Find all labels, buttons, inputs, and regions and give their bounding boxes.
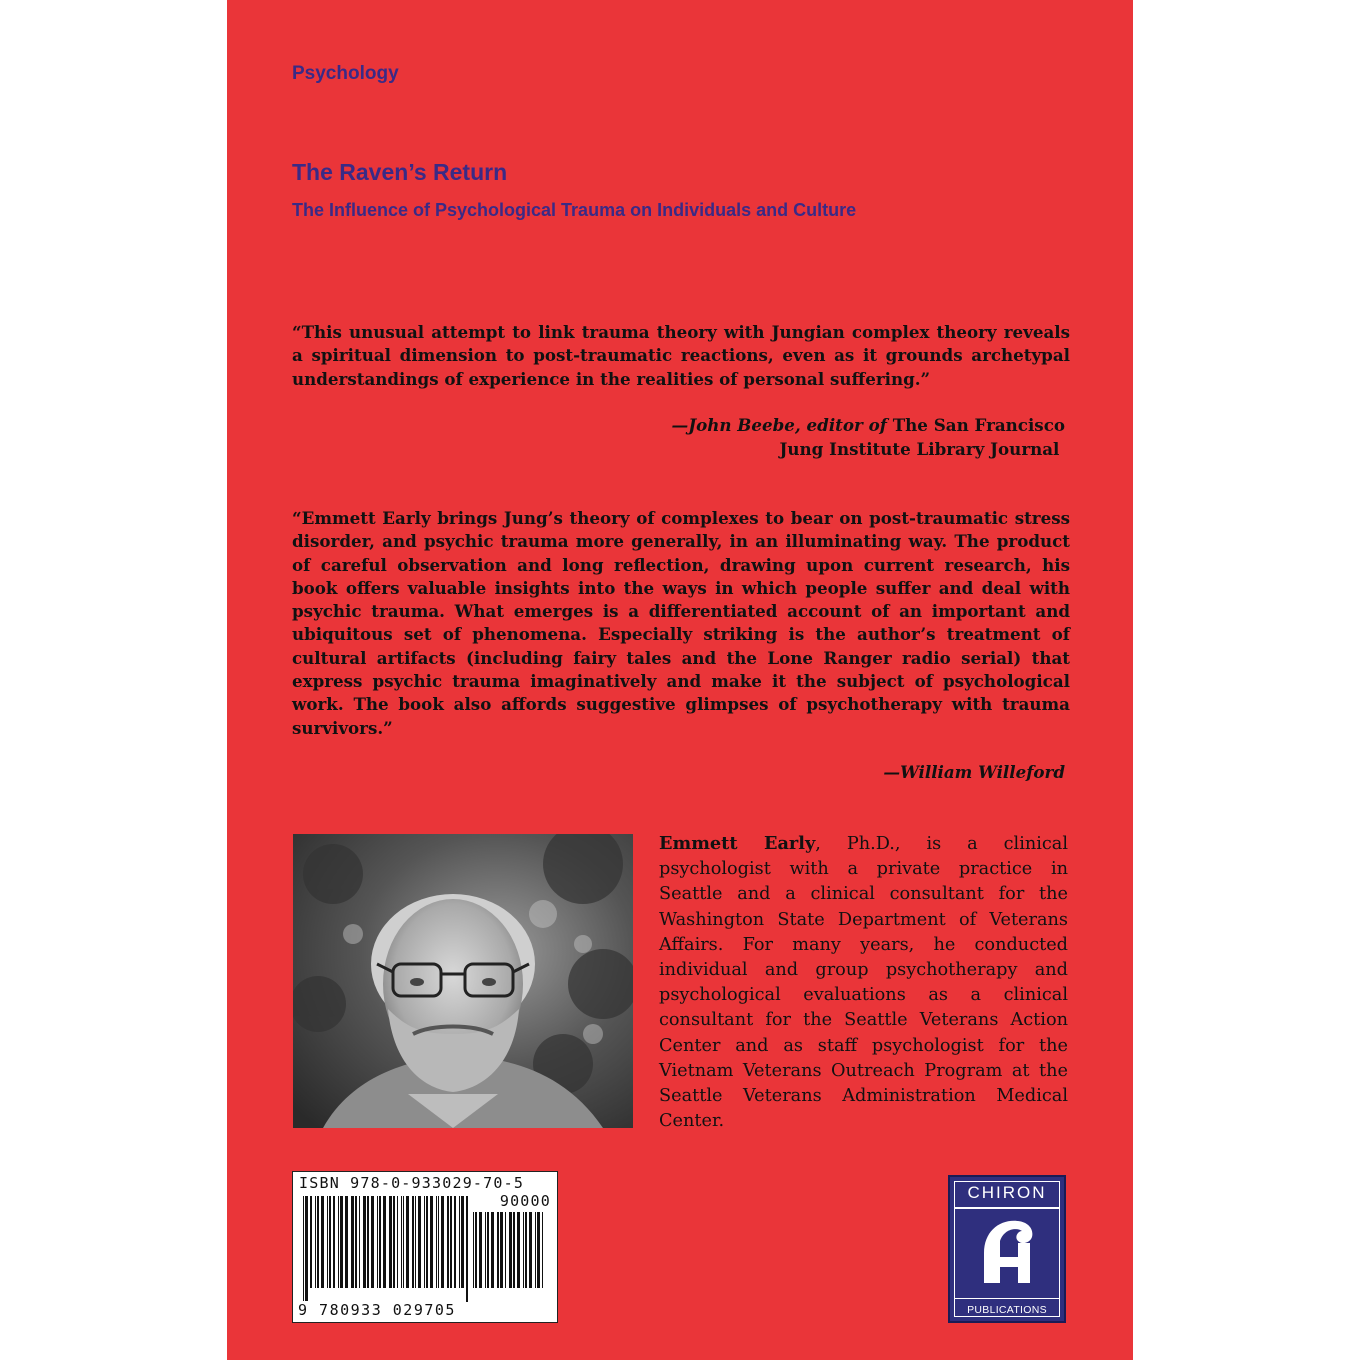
quote-attribution-beebe (672, 414, 1065, 461)
barcode-bar (383, 1196, 386, 1288)
chiron-mark-icon (966, 1213, 1046, 1293)
barcode-bar (525, 1212, 527, 1288)
barcode-bar (338, 1196, 339, 1288)
barcode-bar (426, 1196, 428, 1288)
barcode-bar (305, 1196, 308, 1302)
barcode-bar (393, 1196, 395, 1288)
barcode-bar (461, 1196, 464, 1288)
publisher-name-top: CHIRON (967, 1183, 1047, 1202)
quote-attribution-willeford (883, 761, 1065, 785)
barcode-bar (333, 1196, 335, 1288)
barcode-bar (321, 1196, 324, 1288)
barcode-bar (377, 1196, 378, 1288)
barcode-bar (447, 1196, 449, 1288)
price-code: 90000 (499, 1192, 551, 1210)
barcode-bar (329, 1196, 331, 1288)
barcode-bar (345, 1196, 348, 1288)
barcode-bar (379, 1196, 381, 1288)
publisher-logo (948, 1175, 1066, 1323)
author-name: Emmett Early (659, 833, 816, 854)
back-cover (227, 0, 1133, 1360)
isbn-barcode (292, 1171, 558, 1323)
publisher-name-bottom: PUBLICATIONS (967, 1304, 1047, 1316)
barcode-bar (509, 1212, 512, 1288)
barcode-bar (454, 1196, 456, 1288)
barcode-bar (315, 1196, 316, 1288)
barcode-bar (406, 1196, 409, 1288)
barcode-bar (351, 1196, 354, 1288)
barcode-bar (436, 1196, 437, 1288)
barcode-digits: 9 780933 029705 (298, 1301, 456, 1319)
barcode-bar (397, 1196, 398, 1288)
barcode-bar (529, 1212, 532, 1288)
barcode-bar (500, 1212, 503, 1288)
barcode-bar (542, 1212, 543, 1288)
review-quote-willeford: “Emmett Early brings Jung’s theory of complexes to bear on post-traumatic stress disorder, and psychic trauma more generally, in an illuminating way. The product of careful observation and long reflection, drawing upon current research, his book offers valuable insights into the ways in which people suffer and deal with psychic trauma. What emerges is a differentiated account of an important and ubiquitous set of phenomena. Especially striking is the author’s treatment of cultural artifacts (including fairy tales and the Lone Ranger radio serial) that express psychic trauma imaginatively and make it the subject of psychological work. The book also affords suggestive glimpses of psychotherapy with trauma survivors.” (292, 508, 1070, 738)
ean-barcode-bars (303, 1196, 469, 1302)
barcode-bar (535, 1212, 536, 1288)
barcode-bar (403, 1196, 404, 1288)
barcode-bar (491, 1212, 494, 1288)
barcode-bar (537, 1212, 540, 1288)
barcode-bar (459, 1196, 460, 1288)
barcode-bar (340, 1196, 343, 1288)
barcode-bar (497, 1212, 499, 1288)
barcode-bar (303, 1196, 304, 1302)
barcode-bar (367, 1196, 369, 1288)
barcode-bar (513, 1212, 515, 1288)
barcode-bar (412, 1196, 414, 1288)
author-bio-text: , Ph.D., is a clinical psychologist with a private practice in Seattle and a clinical consultant for the Washington State Department of Veterans Affairs. For many years, he conducted individual and group psychotherapy and psychological evaluations as a clinical consultant for the Seattle Veterans Action Center and as staff psychologist for the Vietnam Veterans Outreach Program at the Seattle Veterans Administration Medical Center. (659, 834, 1069, 1132)
barcode-bar (317, 1196, 319, 1288)
barcode-bar (473, 1212, 474, 1288)
barcode-bar (355, 1196, 357, 1288)
barcode-bar (441, 1196, 444, 1288)
barcode-bar (401, 1196, 402, 1288)
attribution-name: —John Beebe, editor of (671, 415, 887, 435)
barcode-bar (310, 1196, 312, 1288)
author-bio (659, 831, 1068, 1134)
attribution-publication-line1: The San Francisco (892, 415, 1065, 435)
attribution-publication-line2: Jung Institute Library Journal (779, 438, 1060, 459)
barcode-bar (475, 1212, 477, 1288)
author-portrait-photo (293, 834, 633, 1128)
barcode-bar (418, 1196, 421, 1288)
barcode-bar (424, 1196, 425, 1288)
barcode-bar (430, 1196, 433, 1288)
barcode-bar (523, 1212, 524, 1288)
barcode-bar (505, 1212, 506, 1288)
author-portrait-illustration (293, 834, 633, 1128)
isbn-number: ISBN 978-0-933029-70-5 (299, 1174, 525, 1192)
attribution-name: —William Willeford (883, 762, 1065, 782)
category-label: Psychology (292, 63, 399, 84)
barcode-bar (327, 1196, 328, 1288)
barcode-bar (487, 1212, 489, 1288)
barcode-bar (466, 1196, 468, 1302)
book-title: The Raven’s Return (292, 159, 508, 185)
barcode-bar (359, 1196, 360, 1288)
barcode-bar (438, 1196, 439, 1288)
barcode-bar (389, 1196, 392, 1288)
review-quote-beebe: “This unusual attempt to link trauma theory with Jungian complex theory reveals a spiritual dimension to post-traumatic reactions, even as it grounds archetypal understandings of experience in the realities of personal suffering.” (292, 322, 1070, 389)
barcode-bar (415, 1196, 416, 1288)
barcode-bar (363, 1196, 366, 1288)
barcode-bar (450, 1196, 452, 1288)
barcode-bar (485, 1212, 486, 1288)
barcode-bar (479, 1212, 482, 1288)
book-subtitle: The Influence of Psychological Trauma on Individuals and Culture (292, 200, 857, 220)
addon-barcode-bars (473, 1212, 547, 1302)
barcode-bar (517, 1212, 520, 1288)
barcode-bar (371, 1196, 374, 1288)
